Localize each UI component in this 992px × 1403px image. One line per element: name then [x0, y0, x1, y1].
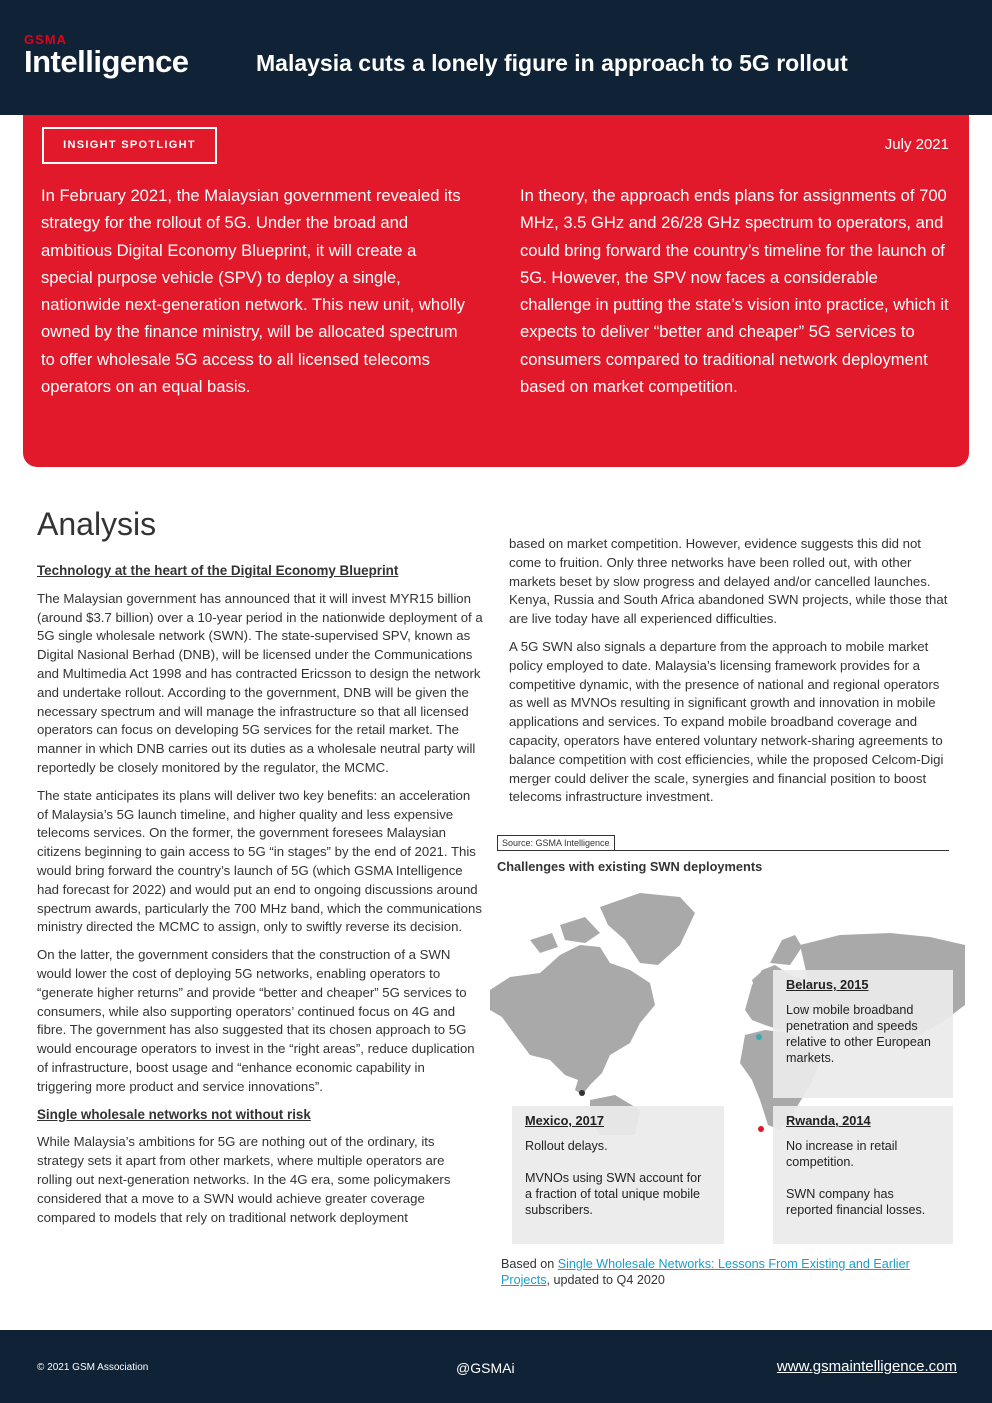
- section-heading-technology: Technology at the heart of the Digital Economy Blueprint: [37, 563, 399, 578]
- callout-belarus: [773, 970, 953, 1098]
- callout-rwanda: [773, 1106, 953, 1244]
- figure-title: Challenges with existing SWN deployments: [497, 859, 763, 874]
- analysis-right-column: [509, 535, 955, 816]
- callout-title: Mexico, 2017: [525, 1113, 604, 1128]
- paragraph: A 5G SWN also signals a departure from the approach to mobile market policy employed to date. Malaysia’s licensing framework provides for a competitive dynamic, with the presence of national and regional operators as well as MVNOs resulting in significant growth and innovation in mobile applications and services. To expand mobile broadband coverage and capacity, operators have entered voluntary network-sharing agreements to balance competition with cost efficiencies, while the proposed Celcom-Digi merger could deliver the scale, synergies and financial position to boost telecoms infrastructure investment.: [509, 638, 944, 805]
- footer-copyright: © 2021 GSM Association: [37, 1362, 149, 1373]
- arctic-islands-shape: [560, 917, 600, 943]
- report-link[interactable]: Single Wholesale Networks: Lessons From Existing and Earlier Projects: [501, 1257, 910, 1287]
- page-title: Malaysia cuts a lonely figure in approach to 5G rollout: [256, 50, 848, 76]
- footer-twitter-handle[interactable]: @GSMAi: [456, 1360, 515, 1376]
- belarus-marker: [756, 1034, 762, 1040]
- callout-text: No increase in retail competition.: [786, 1139, 898, 1169]
- callout-text: SWN company has reported financial losses.: [786, 1187, 926, 1217]
- insight-spotlight-badge: INSIGHT SPOTLIGHT: [42, 127, 217, 164]
- paragraph: based on market competition. However, evidence suggests this did not come to fruition. Only three networks have been rolled out, with other markets beset by slow progress and delayed and/or cancelled launches. Kenya, Russia and South Africa abandoned SWN projects, while those that are live today have all experienced difficulties.: [509, 536, 948, 627]
- rwanda-marker: [758, 1126, 764, 1132]
- figure-based-on-note: [501, 1256, 949, 1288]
- footer-website-link[interactable]: www.gsmaintelligence.com: [776, 1358, 957, 1375]
- publication-date: July 2021: [884, 136, 949, 153]
- figure-divider: [497, 850, 949, 851]
- insight-spotlight-panel: [23, 115, 969, 467]
- page-header: [0, 0, 992, 115]
- callout-text: Rollout delays.: [525, 1139, 608, 1153]
- north-america-shape: [490, 945, 655, 1095]
- callout-text: MVNOs using SWN account for a fraction of total unique mobile subscribers.: [525, 1171, 702, 1217]
- greenland-shape: [600, 893, 695, 965]
- paragraph: The Malaysian government has announced that it will invest MYR15 billion (around $3.7 billion) over a 10-year period in the nationwide deployment of a 5G single wholesale network (SWN). The state-supervised SPV, known as Digital Nasional Berhad (DNB), will be licensed under the Communications and Multimedia Act 1998 and has contracted Ericsson to design the network and undertake rollout. According to the government, DNB will be given the necessary spectrum and will manage the infrastructure so that all licensed operators can focus on developing 5G services for the retail market. The manner in which DNB carries out its duties as a wholesale neutral party will reportedly be closely monitored by the regulator, the MCMC.: [37, 590, 483, 775]
- based-prefix: Based on: [501, 1257, 558, 1271]
- analysis-left-column: [37, 562, 483, 1236]
- based-suffix: , updated to Q4 2020: [546, 1273, 665, 1287]
- figure-source-label: Source: GSMA Intelligence: [497, 835, 615, 851]
- callout-text: Low mobile broadband penetration and speeds relative to other European markets.: [786, 1003, 931, 1065]
- analysis-heading: Analysis: [37, 506, 157, 542]
- paragraph: The state anticipates its plans will deliver two key benefits: an acceleration of Malaysia’s 5G launch timeline, and higher quality and less expensive telecoms services. On the former, the government foresees Malaysian citizens beginning to gain access to 5G “in stages” by the end of 2021. This would bring forward the country’s launch of 5G (which GSMA Intelligence had forecast for 2022) and would put an end to ongoing discussions around spectrum awards, particularly the 700 MHz band, which the communications ministry directed the MCMC to assign, only to swiftly reverse its decision.: [37, 787, 482, 935]
- callout-title: Belarus, 2015: [786, 977, 869, 992]
- intro-right-text: In theory, the approach ends plans for assignments of 700 MHz, 3.5 GHz and 26/28 GHz spectrum to operators, and could bring forward the country’s timeline for the launch of 5G. However, the SPV now faces a considerable challenge in putting the state’s vision into practice, which it expects to deliver “better and cheaper” 5G services to consumers compared to traditional network deployment based on market competition.: [520, 186, 949, 397]
- paragraph: On the latter, the government considers that the construction of a SWN would lower the cost of deploying 5G networks, enabling operators to “generate higher returns” and provide “better and cheaper” 5G services to consumers, while also supporting operators’ continued focus on 4G and fibre. The government has also suggested that its chosen approach to 5G would encourage operators to invest in the “right areas”, reduce duplication of infrastructure, boost usage and “enhance economic capability in triggering more product and service innovations”.: [37, 947, 475, 1094]
- logo-gsma-text: GSMA: [24, 32, 67, 47]
- section-heading-risk: Single wholesale networks not without risk: [37, 1106, 311, 1122]
- mexico-marker: [579, 1090, 585, 1096]
- gsma-intelligence-logo: [24, 33, 189, 78]
- intro-left-text: In February 2021, the Malaysian government revealed its strategy for the rollout of 5G. Under the broad and ambitious Digital Economy Blueprint, it will create a special purpose vehicle (SPV) to deploy a single, nationwide next-generation network. This new unit, wholly owned by the finance ministry, will be allocated spectrum to offer wholesale 5G access to all licensed telecoms operators on an equal basis.: [41, 186, 465, 397]
- callout-title: Rwanda, 2014: [786, 1113, 871, 1128]
- page-footer: [0, 1330, 992, 1403]
- callout-mexico: [512, 1106, 724, 1244]
- logo-intelligence-text: Intelligence: [24, 44, 189, 79]
- paragraph: While Malaysia’s ambitions for 5G are nothing out of the ordinary, its strategy sets it apart from other markets, where multiple operators are rolling out next-generation networks. In the 4G era, some policymakers considered that a move to a SWN would achieve greater coverage compared to models that rely on traditional network deployment: [37, 1134, 451, 1225]
